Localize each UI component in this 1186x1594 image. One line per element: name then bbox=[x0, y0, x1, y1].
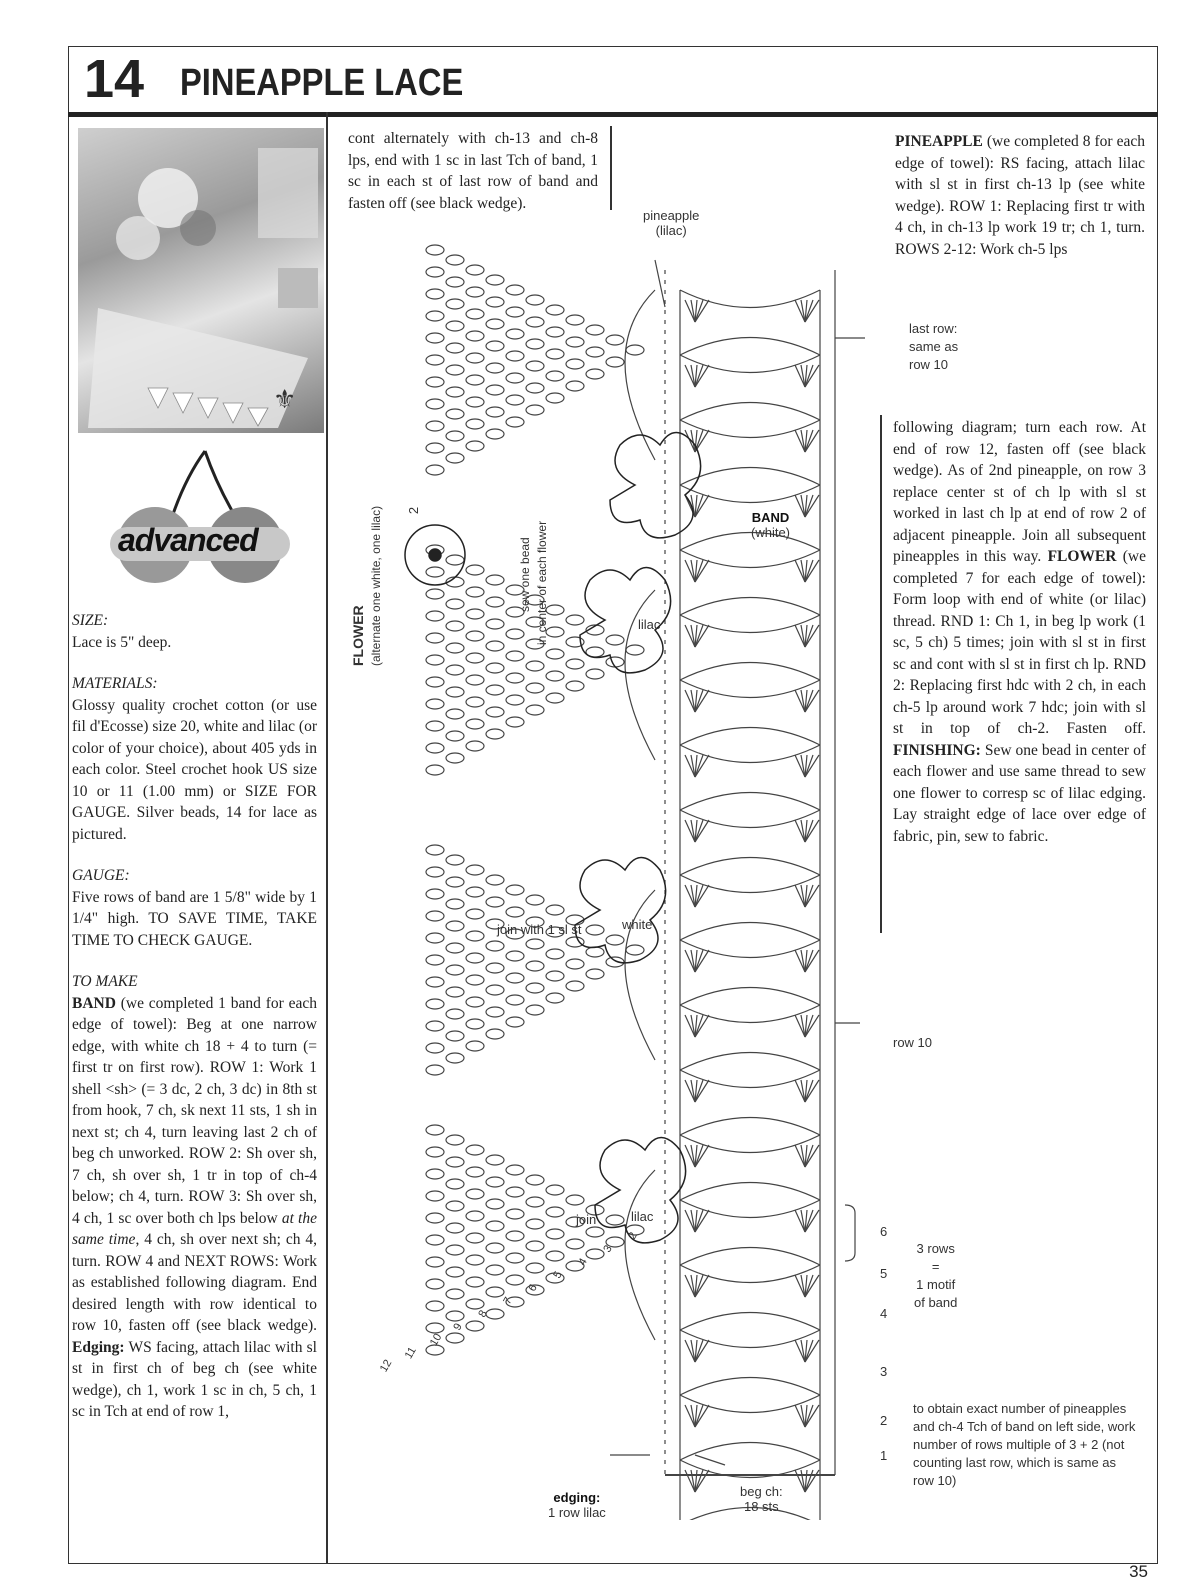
bead-note-2: in center of each flower bbox=[535, 520, 549, 645]
pineapple-row-number: 4 bbox=[576, 1256, 590, 1268]
band-heading: BAND bbox=[72, 994, 116, 1012]
finishing-text: Sew one bead in center of each flower and use same thread to sew one flower to corresp sc of lilac edging. Lay straight edge of lace over edge of fabric, pin, sew to fabric. bbox=[893, 741, 1146, 845]
bead-note-1: sew one bead bbox=[518, 537, 532, 612]
band-row-number: 5 bbox=[880, 1266, 888, 1281]
badge-label: advanced bbox=[118, 522, 258, 558]
row-10-label: row 10 bbox=[893, 1035, 933, 1050]
page-title: PINEAPPLE LACE bbox=[180, 62, 464, 104]
band-italic: at the same time bbox=[72, 1209, 317, 1248]
continued-instructions bbox=[893, 417, 1146, 847]
band-text-2: , 4 ch, sh over next sh; ch 4, turn. ROW 4 and NEXT ROWS: Work as established following diagram. End desired length with row identical to row 10, fasten off (see black wedge). bbox=[72, 1231, 318, 1334]
flower-label: FLOWER bbox=[350, 605, 366, 666]
pineapple-row-number: 6 bbox=[526, 1282, 540, 1294]
join-sl-st-label: join with 1 sl st bbox=[497, 922, 582, 937]
towel-photo bbox=[78, 128, 324, 433]
pineapple-row-number: 11 bbox=[402, 1345, 419, 1361]
flower-white-label: white bbox=[622, 917, 653, 932]
rows-note: to obtain exact number of pineapples and ch-4 Tch of band on left side, work number of rows multiple of 3 + 2 (not counting last row, which is same as row 10) bbox=[913, 1401, 1136, 1488]
beg-ch-label: beg ch: 18 sts bbox=[740, 1484, 783, 1514]
page-number: 35 bbox=[1129, 1562, 1148, 1581]
flower-lilac-2 bbox=[595, 1138, 686, 1243]
band-row-number: 6 bbox=[880, 1224, 888, 1239]
flower-text: (we completed 7 for each edge of towel): Form loop with end of white (or lilac) thread. RND 1: Ch 1, in beg lp work (1 sc, 5 ch) 5 times; join with sl st in first sc and cont with sl st in first ch lp. RND 2: Replacing first hdc with 2 ch, in each ch-5 lp around work 7 hdc; join with sl st in top of ch-2. Fasten off. bbox=[893, 548, 1146, 737]
edging-label: edging: 1 row lilac bbox=[548, 1490, 606, 1520]
pineapple-row-number: 12 bbox=[377, 1357, 395, 1375]
pineapple-row-number: 8 bbox=[476, 1308, 490, 1320]
last-row-label: last row: same as row 10 bbox=[909, 321, 959, 372]
band-text: (we completed 1 band for each edge of towel): Beg at one narrow edge, with white ch 18 + 4 to turn (= first tr on first row). ROW 1: Work 1 shell <sh> (= 3 dc, 2 ch, 3 dc) in 8th st from hook, 7 ch, sk next 11 sts, 1 sh in next st; ch 4, turn leaving last 2 ch of beg ch unworked. ROW 2: Sh over sh, 7 ch, sh over sh, 1 tr in top of ch-4 below; ch 4, turn. ROW 3: Sh over sh, 4 ch, 1 sc over both ch lps below bbox=[72, 994, 317, 1227]
join-label: join bbox=[576, 1212, 597, 1227]
band-row-number: 4 bbox=[880, 1306, 888, 1321]
right-text-rule bbox=[880, 415, 882, 933]
pineapple-row-number: 2 bbox=[626, 1230, 640, 1242]
flower-lilac-label: lilac bbox=[638, 617, 661, 632]
difficulty-badge bbox=[110, 445, 290, 595]
diagram-pineapple-label: pineapple (lilac) bbox=[643, 208, 700, 238]
pineapple-row-number: 5 bbox=[551, 1269, 565, 1281]
flower-lilac-2-label: lilac bbox=[631, 1209, 654, 1224]
gauge-label: GAUGE: bbox=[72, 867, 130, 884]
pineapple-row-number: 3 bbox=[601, 1243, 615, 1255]
middle-text-rule bbox=[610, 126, 612, 210]
middle-text: cont alternately with ch-13 and ch-8 lps, end with 1 sc in last Tch of band, 1 sc in each st of last row of band and fasten off (see black wedge). bbox=[348, 130, 598, 212]
materials-text: Glossy quality crochet cotton (or use fil d'Ecosse) size 20, white and lilac (or color of your choice), about 405 yds in each color. Steel crochet hook US size 10 or 11 (1.00 mm) or SIZE FOR GAUGE. Silver beads, 14 for lace as pictured. bbox=[72, 696, 317, 843]
pineapple-row-number: 10 bbox=[427, 1331, 445, 1349]
flower-note: (alternate one white, one lilac) bbox=[369, 505, 383, 666]
band-row-number: 1 bbox=[880, 1448, 888, 1463]
svg-text:⚜: ⚜ bbox=[273, 385, 297, 415]
materials-label: MATERIALS: bbox=[72, 675, 158, 692]
crochet-diagram bbox=[335, 230, 875, 1520]
gauge-text: Five rows of band are 1 5/8" wide by 1 1/4" high. TO SAVE TIME, TAKE TIME TO CHECK GAUGE. bbox=[72, 888, 317, 949]
three-rows-label: 3 rows = 1 motif of band bbox=[914, 1241, 958, 1310]
edging-heading: Edging: bbox=[72, 1338, 125, 1356]
finishing-heading: FINISHING: bbox=[893, 741, 981, 759]
size-label: SIZE: bbox=[72, 612, 109, 629]
pineapple-row-number: 9 bbox=[451, 1321, 465, 1333]
pineapple-heading: PINEAPPLE bbox=[895, 133, 983, 150]
flower-rnd-number: 2 bbox=[406, 506, 422, 515]
flower-white bbox=[575, 858, 666, 963]
pineapple-row-number: 7 bbox=[501, 1295, 515, 1307]
size-text: Lace is 5" deep. bbox=[72, 633, 172, 651]
band-label: BAND (white) bbox=[751, 510, 791, 540]
band-row-number: 2 bbox=[880, 1413, 888, 1428]
left-column-divider bbox=[326, 112, 328, 1564]
tomake-label: TO MAKE bbox=[72, 973, 138, 990]
continued-text: following diagram; turn each row. At end of row 12, fasten off (see black wedge). As of 2nd pineapple, on row 3 replace center st of ch lp with sl st worked in last ch lp at end of row 2 of adjacent pineapple. Join all subsequent pineapples in this way. bbox=[893, 419, 1146, 565]
pineapple-text: (we completed 8 for each edge of towel): RS facing, attach lilac with sl st in first ch-13 lp (see white wedge). ROW 1: Replacing first tr with 4 ch, in ch-13 lp work 19 tr; ch 1, turn. ROWS 2-12: Work ch-5 lps bbox=[895, 133, 1145, 258]
flower-top bbox=[610, 433, 701, 538]
left-column-text bbox=[72, 600, 317, 1423]
pineapple-instructions bbox=[895, 131, 1145, 260]
edging-text: WS facing, attach lilac with sl st in first ch of beg ch (see white wedge), ch 1, work 1 sc in ch, 5 ch, 1 sc in Tch at end of row 1, bbox=[72, 1338, 317, 1420]
pattern-number: 14 bbox=[84, 49, 145, 109]
band-row-number: 3 bbox=[880, 1364, 888, 1379]
band-instructions bbox=[72, 993, 317, 1423]
flower-heading: FLOWER bbox=[1047, 548, 1117, 565]
